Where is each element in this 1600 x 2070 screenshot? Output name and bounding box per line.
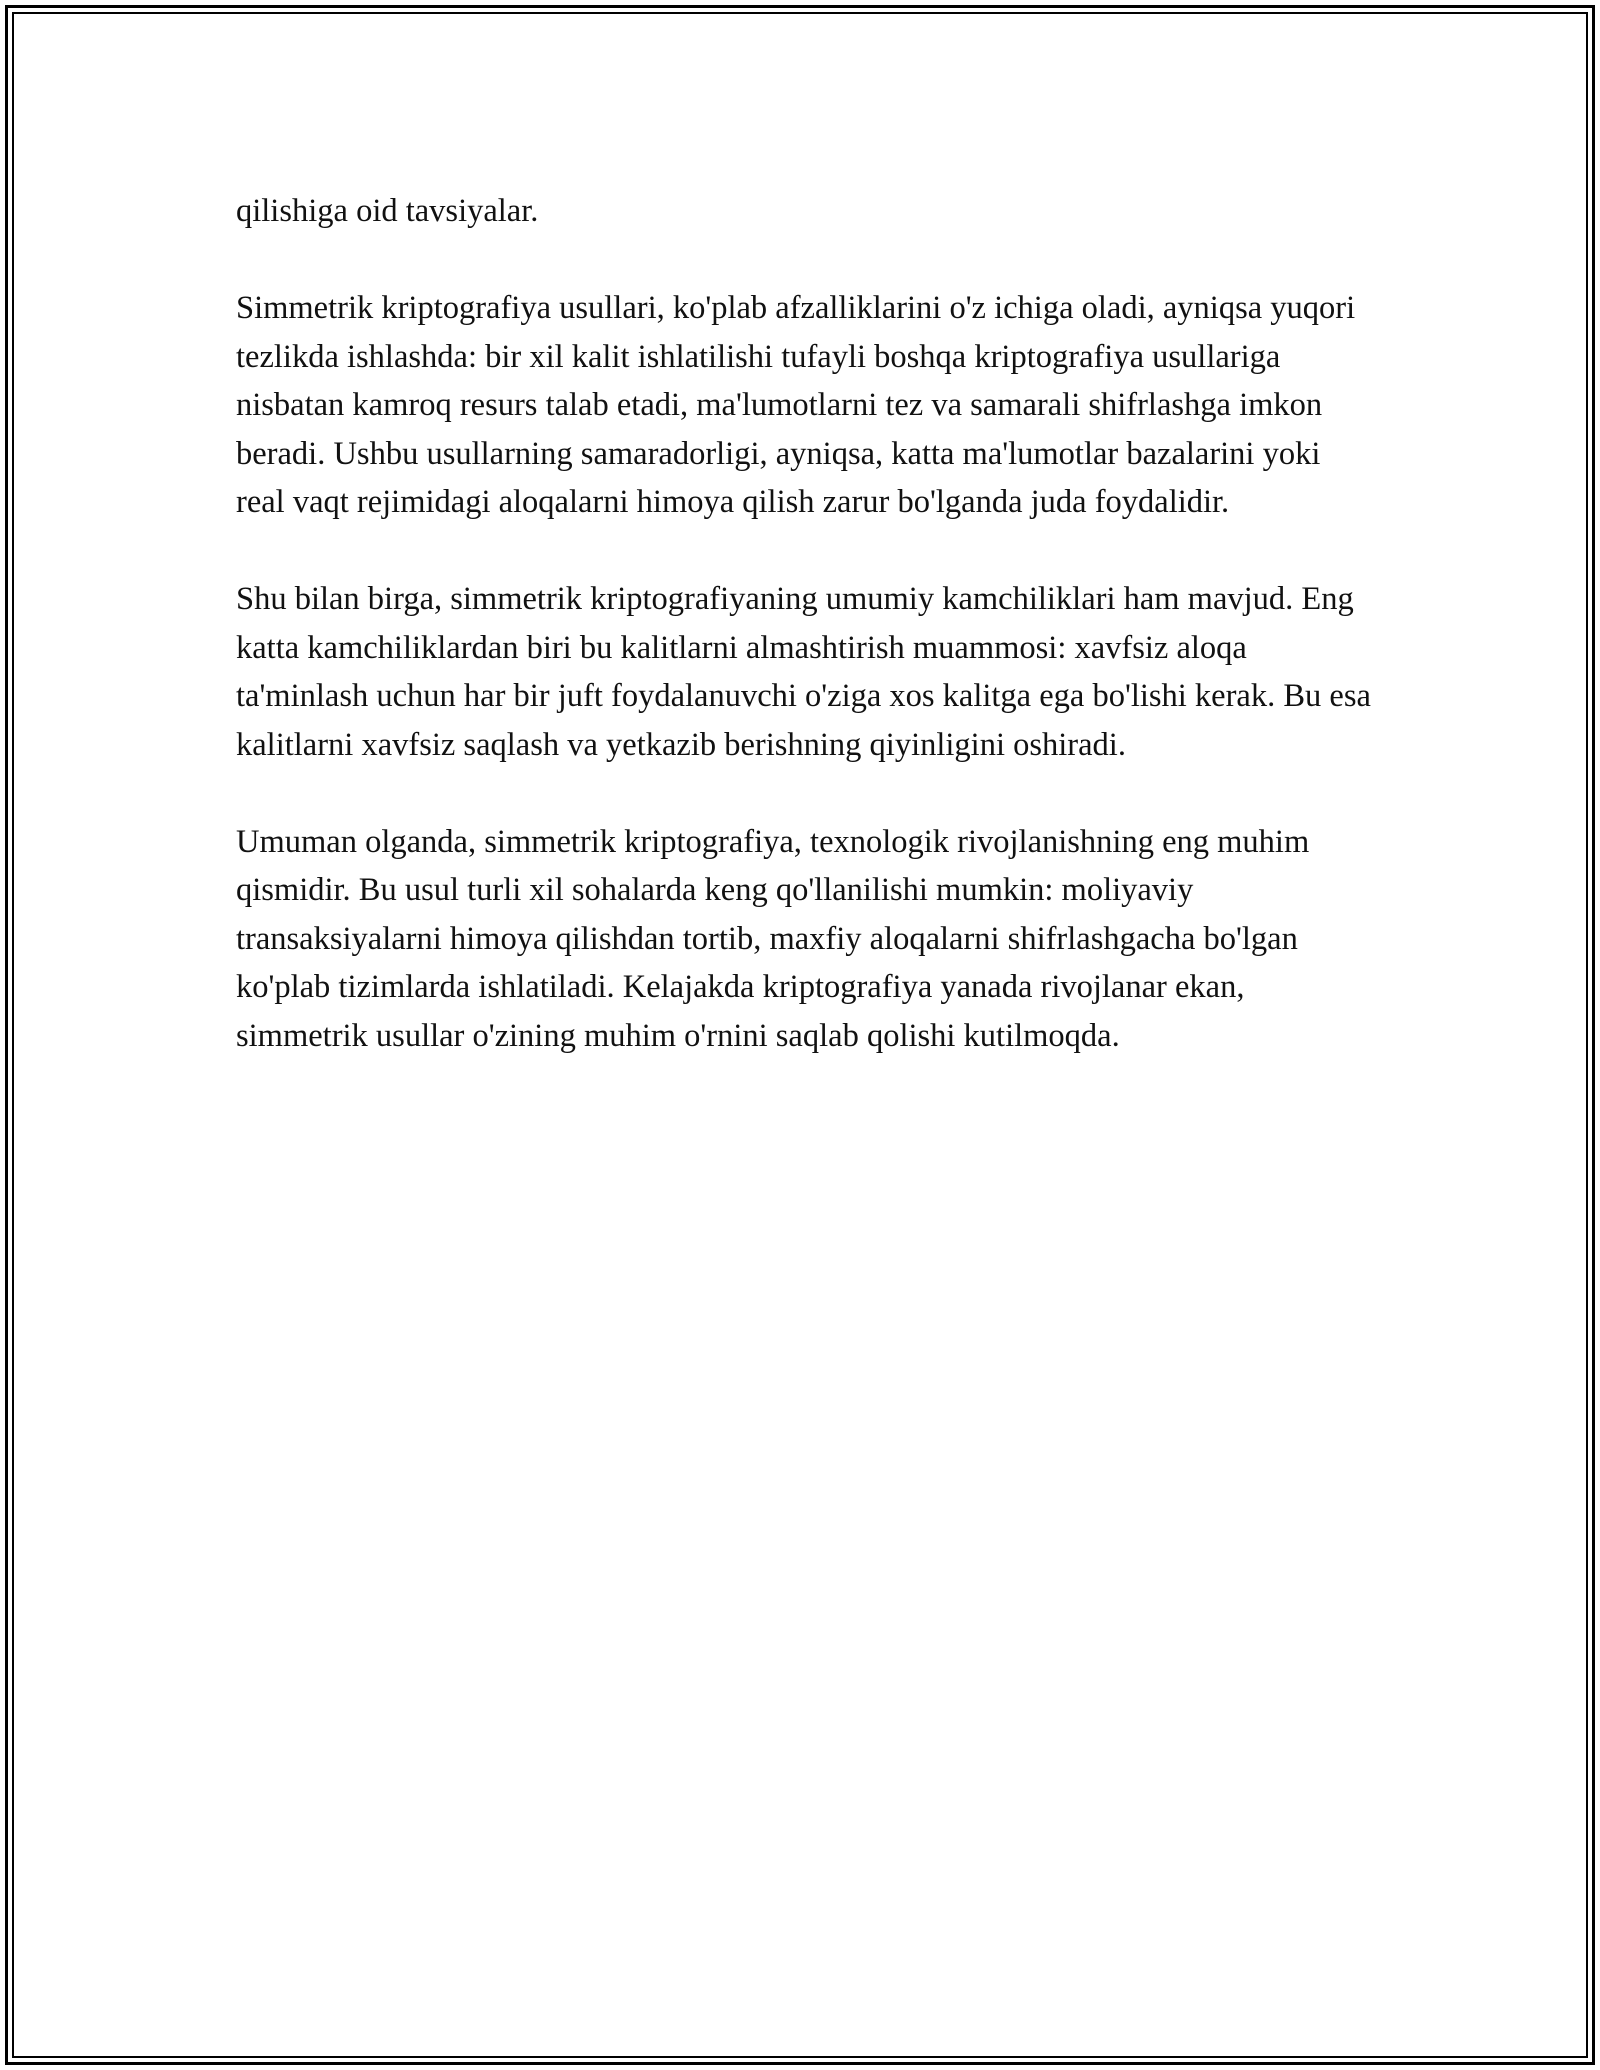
paragraph-advantages: Simmetrik kriptografiya usullari, ko'plab afzalliklarini o'z ichiga oladi, ayniqsa yuqori tezlikda ishlashda: bir xil kalit ishlatilishi tufayli boshqa kriptografiya usullariga nisbatan kamroq resurs talab etadi, ma'lumotlarni tez va samarali shifrlashga imkon beradi. Ushbu usullarning samaradorligi, ayniqsa, katta ma'lumotlar bazalarini yoki real vaqt rejimidagi aloqalarni himoya qilish zarur bo'lganda juda foydalidir.: [236, 290, 1356, 520]
paragraph-continuation: qilishiga oid tavsiyalar.: [236, 193, 539, 229]
paragraph-conclusion: Umuman olganda, simmetrik kriptografiya, texnologik rivojlanishning eng muhim qismidir. Bu usul turli xil sohalarda keng qo'llanilishi mumkin: moliyaviy transaksiyalarni himoya qilishdan tortib, maxfiy aloqalarni shifrlashgacha bo'lgan ko'plab tizimlarda ishlatiladi. Kelajakda kriptografiya yanada rivojlanar ekan, simmetrik usullar o'zining muhim o'rnini saqlab qolishi kutilmoqda.: [236, 823, 1310, 1054]
paragraph-disadvantages: Shu bilan birga, simmetrik kriptografiyaning umumiy kamchiliklari ham mavjud. Eng katta kamchiliklardan biri bu kalitlarni almashtirish muammosi: xavfsiz aloqa ta'minlash uchun har bir juft foydalanuvchi o'ziga xos kalitga ega bo'lishi kerak. Bu esa kalitlarni xavfsiz saqlash va yetkazib berishning qiyinligini oshiradi.: [236, 581, 1371, 763]
document-body: [236, 187, 1376, 1109]
